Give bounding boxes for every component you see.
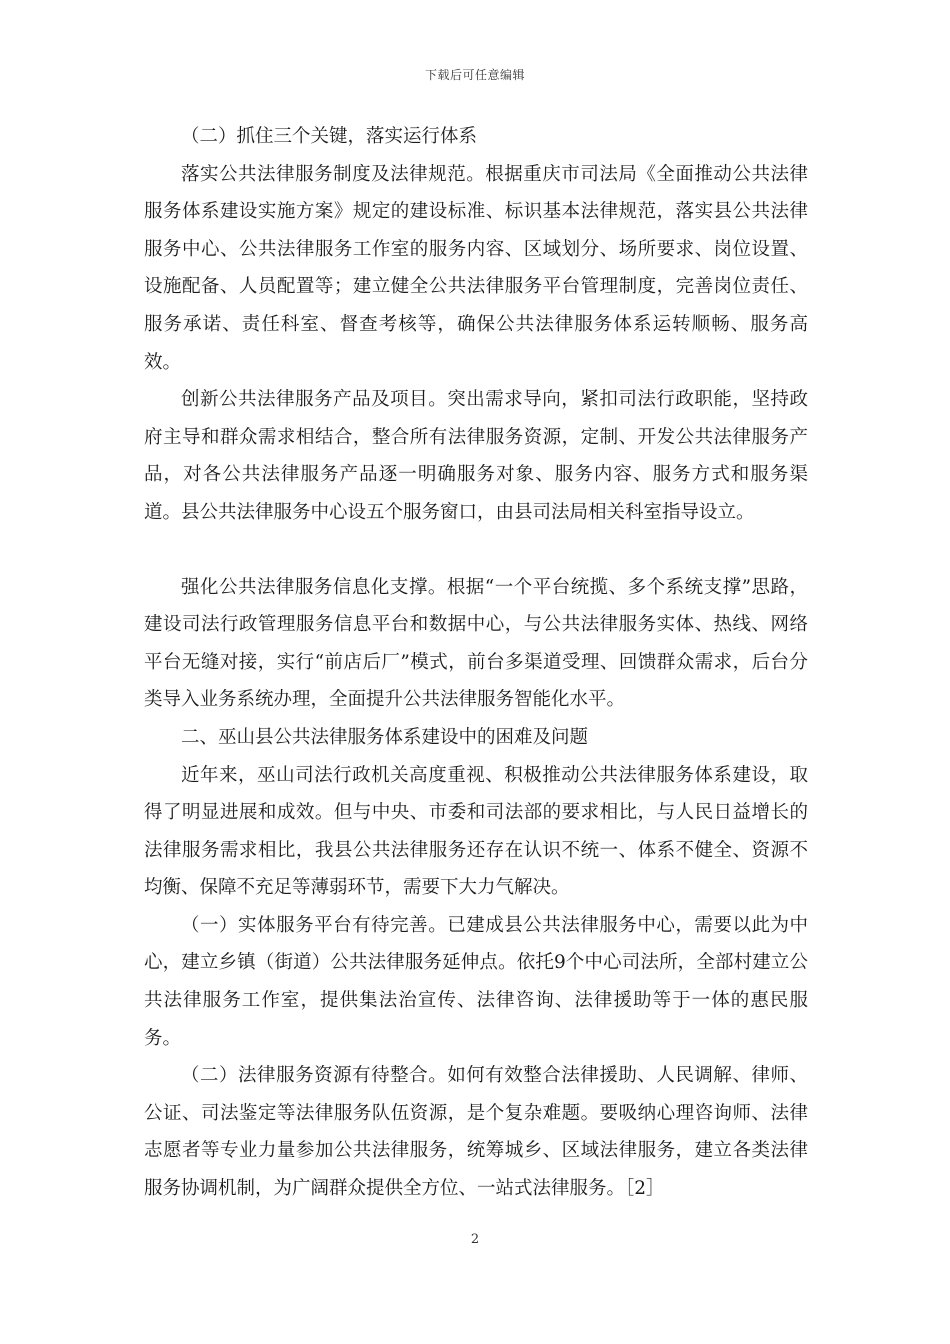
body-paragraph: 近年来，巫山司法行政机关高度重视、积极推动公共法律服务体系建设，取得了明显进展和成效。但与中央、市委和司法部的要求相比，与人民日益增长的法律服务需求相比，我县公共法律服务还存在认识不统一、体系不健全、资源不均衡、保障不充足等薄弱环节，需要下大力气解决。 (144, 764, 808, 899)
page-header: 下载后可任意编辑 (424, 68, 525, 82)
body-paragraph: 落实公共法律服务制度及法律规范。根据重庆市司法局《全面推动公共法律服务体系建设实施方案》规定的建设标准、标识基本法律规范，落实县公共法律服务中心、公共法律服务工作室的服务内容、区域划分、场所要求、岗位设置、设施配备、人员配置等；建立健全公共法律服务平台管理制度，完善岗位责任、服务承诺、责任科室、督查考核等，确保公共法律服务体系运转顺畅、服务高效。 (144, 163, 808, 373)
body-paragraph: 创新公共法律服务产品及项目。突出需求导向，紧扣司法行政职能，坚持政府主导和群众需求相结合，整合所有法律服务资源，定制、开发公共法律服务产品，对各公共法律服务产品逐一明确服务对象、服务内容、服务方式和服务渠道。县公共法律服务中心设五个服务窗口，由县司法局相关科室指导设立。 (144, 389, 808, 523)
body-paragraph: 强化公共法律服务信息化支撑。根据“一个平台统揽、多个系统支撑”思路，建设司法行政管理服务信息平台和数据中心，与公共法律服务实体、热线、网络平台无缝对接，实行“前店后厂”模式，前台多渠道受理、回馈群众需求，后台分类导入业务系统办理，全面提升公共法律服务智能化水平。 (144, 576, 808, 711)
section-heading: （二）抓住三个关键，落实运行体系 (181, 126, 478, 147)
section-heading: 二、巫山县公共法律服务体系建设中的困难及问题 (181, 726, 589, 748)
body-paragraph: （一）实体服务平台有待完善。已建成县公共法律服务中心，需要以此为中心，建立乡镇（街道）公共法律服务延伸点。依托9个中心司法所，全部村建立公共法律服务工作室，提供集法治宣传、法律咨询、法律援助等于一体的惠民服务。 (144, 914, 808, 1049)
document-body (144, 118, 808, 1208)
page-number: 2 (470, 1232, 480, 1247)
body-paragraph: （二）法律服务资源有待整合。如何有效整合法律援助、人民调解、律师、公证、司法鉴定等法律服务队伍资源，是个复杂难题。要吸纳心理咨询师、法律志愿者等专业力量参加公共法律服务，统筹城乡、区域法律服务，建立各类法律服务协调机制，为广阔群众提供全方位、一站式法律服务。［2］ (144, 1065, 808, 1200)
paragraph-spacer (144, 532, 808, 569)
